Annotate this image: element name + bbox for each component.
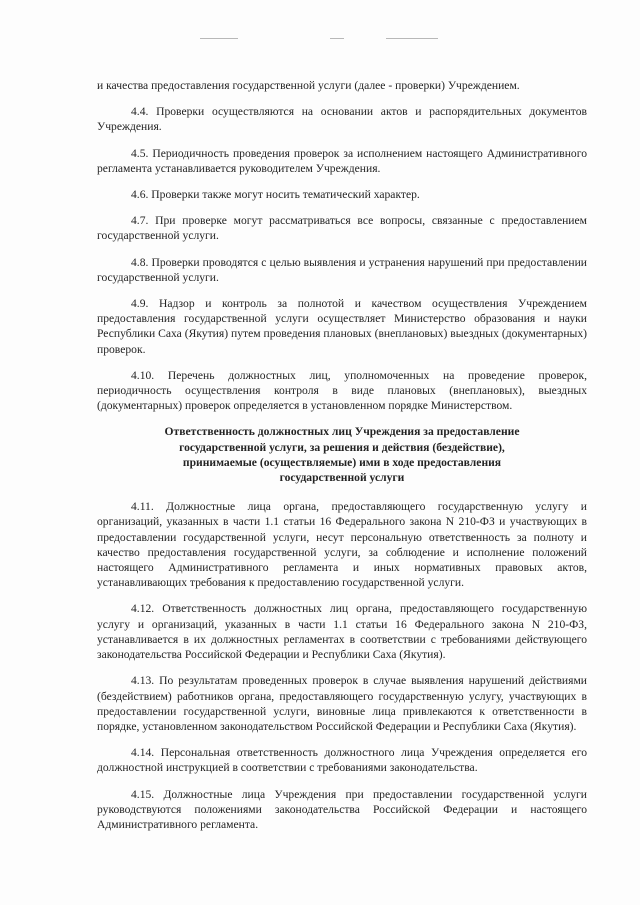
paragraph-4-10: 4.10. Перечень должностных лиц, уполномоченных на проведение проверок, периодичность осуществления контроля в виде плановых (внеплановых), выездных (документарных) проверок определяется в установленном порядке Министерством. — [97, 368, 587, 413]
paragraph-4-14: 4.14. Персональная ответственность должностного лица Учреждения определяется его должностной инструкцией в соответствии с требованиями законодательства. — [97, 746, 587, 775]
section-heading-line: государственной услуги, за решения и действия (бездействие), — [179, 440, 505, 454]
section-heading — [97, 424, 587, 485]
paragraph-4-9: 4.9. Надзор и контроль за полнотой и качеством осуществления Учреждением предоставления государственной услуги осуществляет Министерство образования и науки Республики Саха (Якутия) путем проведения плановых (внеплановых) выездных (документарных) проверок. — [97, 297, 587, 356]
section-heading-line: принимаемые (осуществляемые) ими в ходе предоставления — [182, 455, 502, 469]
paragraph-4-12: 4.12. Ответственность должностных лиц органа, предоставляющего государственную услугу и организаций, указанных в части 1.1 статьи 16 Федерального закона N 210-ФЗ, устанавливается в их должностных регламентах в соответствии с требованиями действующего законодательства Российской Федерации и Республики Саха (Якутия). — [97, 602, 587, 662]
paragraph-4-8: 4.8. Проверки проводятся с целью выявления и устранения нарушений при предоставлении государственной услуги. — [97, 255, 587, 284]
paragraph-4-6: 4.6. Проверки также могут носить тематический характер. — [131, 188, 420, 202]
paragraph-4-15: 4.15. Должностные лица Учреждения при предоставлении государственной услуги руководствуются положениями законодательства Российской Федерации и настоящего Административного регламента. — [97, 787, 587, 831]
paragraph-4-11: 4.11. Должностные лица органа, предоставляющего государственную услугу и организаций, указанных в части 1.1 статьи 16 Федерального закона N 210-ФЗ и участвующих в предоставлении государственной услуги, несут персональную ответственность за полноту и качество предоставления государственной услуги, за соблюдение и исполнение положений настоящего Административного регламента и иных нормативных правовых актов, устанавливающих требования к предоставлению государственной услуги. — [97, 500, 587, 590]
paragraph-4-7: 4.7. При проверке могут рассматриваться все вопросы, связанные с предоставлением государственной услуги. — [97, 214, 587, 243]
scan-artifact — [200, 38, 460, 40]
section-heading-line: Ответственность должностных лиц Учреждения за предоставление — [164, 425, 520, 439]
paragraph-continuation: и качества предоставления государственной услуги (далее - проверки) Учреждением. — [97, 79, 520, 92]
paragraph-4-13: 4.13. По результатам проведенных проверок в случае выявления нарушений действиями (бездействием) работников органа, предоставляющего государственную услугу, участвующих в предоставлении государственной услуги, виновные лица привлекаются к ответственности в порядке, установленном законодательством Российской Федерации и Республики Саха (Якутия). — [97, 674, 587, 733]
paragraph-4-4: 4.4. Проверки осуществляются на основании актов и распорядительных документов Учреждения. — [97, 105, 587, 134]
paragraph-4-5: 4.5. Периодичность проведения проверок за исполнением настоящего Административного регламента устанавливается руководителем Учреждения. — [97, 146, 587, 175]
document-body — [97, 78, 587, 843]
section-heading-line: государственной услуги — [279, 471, 405, 485]
